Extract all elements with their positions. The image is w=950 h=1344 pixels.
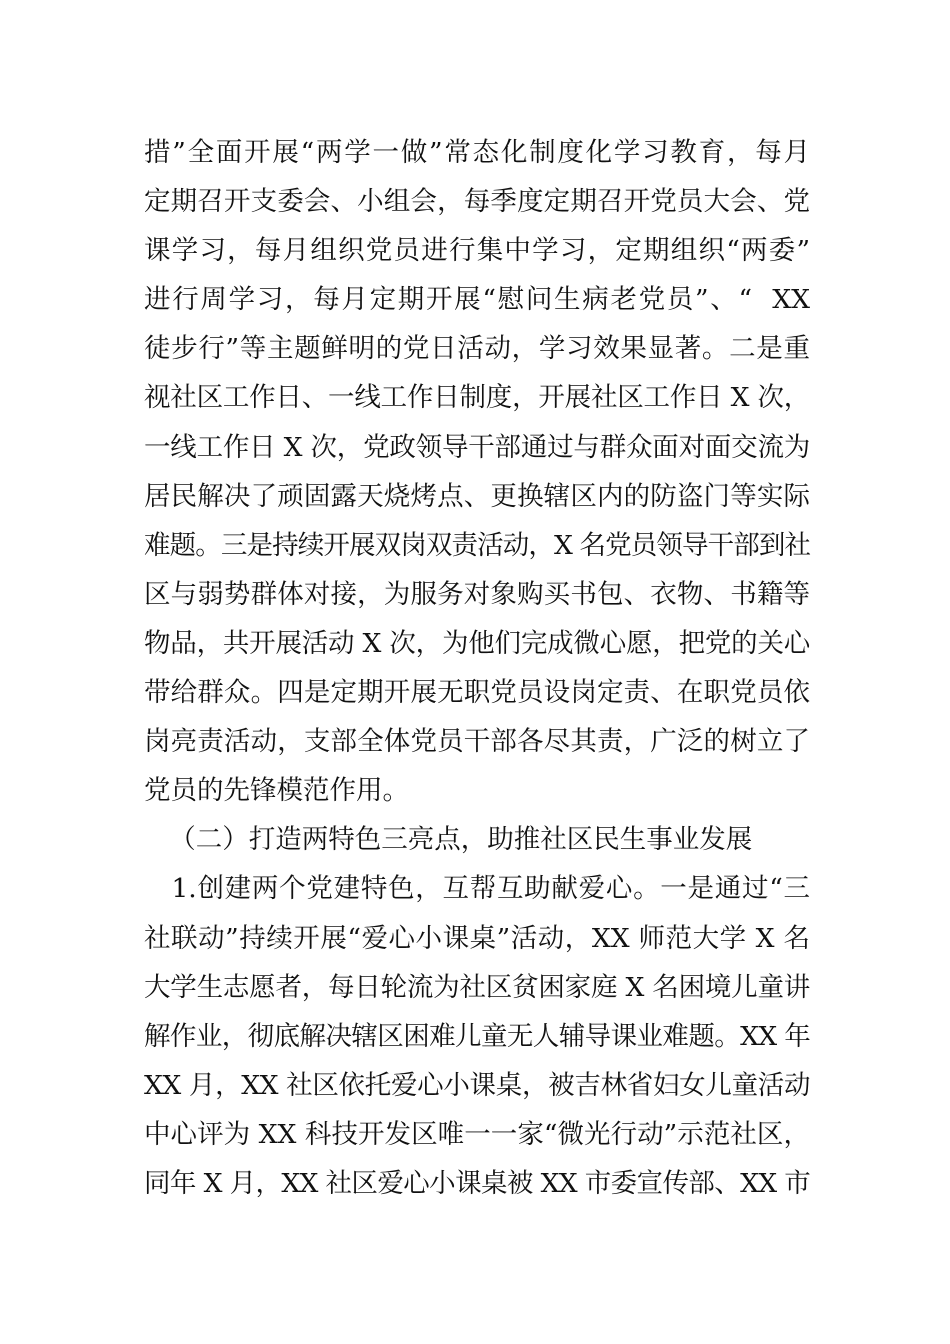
paragraph-line: 一线工作日 X 次，党政领导干部通过与群众面对面交流为 bbox=[144, 431, 810, 463]
paragraph-line: 中心评为 XX 科技开发区唯一一家“微光行动”示范社区， bbox=[144, 1118, 810, 1150]
paragraph-line: 定期召开支委会、小组会，每季度定期召开党员大会、党 bbox=[144, 186, 810, 218]
document-body bbox=[144, 128, 810, 1208]
paragraph-line: 措”全面开展“两学一做”常态化制度化学习教育，每月 bbox=[144, 137, 810, 168]
paragraph-last-line: 党员的先锋模范作用。 bbox=[144, 775, 409, 807]
paragraph-line: 同年 X 月，XX 社区爱心小课桌被 XX 市委宣传部、XX 市 bbox=[144, 1167, 810, 1199]
paragraph-line: 1.创建两个党建特色，互帮互助献爱心。一是通过“三 bbox=[144, 873, 810, 905]
paragraph-line: XX 月，XX 社区依托爱心小课桌，被吉林省妇女儿童活动 bbox=[144, 1069, 810, 1101]
paragraph-line: 社联动”持续开展“爱心小课桌”活动，XX 师范大学 X 名 bbox=[144, 922, 810, 954]
paragraph-line: 徒步行”等主题鲜明的党日活动，学习效果显著。二是重 bbox=[144, 333, 810, 365]
paragraph-line: 岗亮责活动，支部全体党员干部各尽其责，广泛的树立了 bbox=[144, 726, 810, 758]
section-heading: （二）打造两特色三亮点，助推社区民生事业发展 bbox=[144, 824, 753, 856]
paragraph-line: 视社区工作日、一线工作日制度，开展社区工作日 X 次， bbox=[144, 382, 810, 414]
paragraph-line: 区与弱势群体对接，为服务对象购买书包、衣物、书籍等 bbox=[144, 578, 810, 610]
paragraph-line: 带给群众。四是定期开展无职党员设岗定责、在职党员依 bbox=[144, 677, 810, 709]
paragraph-line: 课学习，每月组织党员进行集中学习，定期组织“两委” bbox=[144, 235, 810, 267]
paragraph-line: 进行周学习，每月定期开展“慰问生病老党员”、“ XX bbox=[144, 284, 810, 316]
paragraph-line: 物品，共开展活动 X 次，为他们完成微心愿，把党的关心 bbox=[144, 627, 810, 659]
paragraph-line: 难题。三是持续开展双岗双责活动，X 名党员领导干部到社 bbox=[144, 529, 810, 561]
paragraph-line: 解作业，彻底解决辖区困难儿童无人辅导课业难题。XX 年 bbox=[144, 1020, 810, 1052]
paragraph-line: 大学生志愿者，每日轮流为社区贫困家庭 X 名困境儿童讲 bbox=[144, 971, 810, 1003]
paragraph-line: 居民解决了顽固露天烧烤点、更换辖区内的防盗门等实际 bbox=[144, 480, 810, 512]
